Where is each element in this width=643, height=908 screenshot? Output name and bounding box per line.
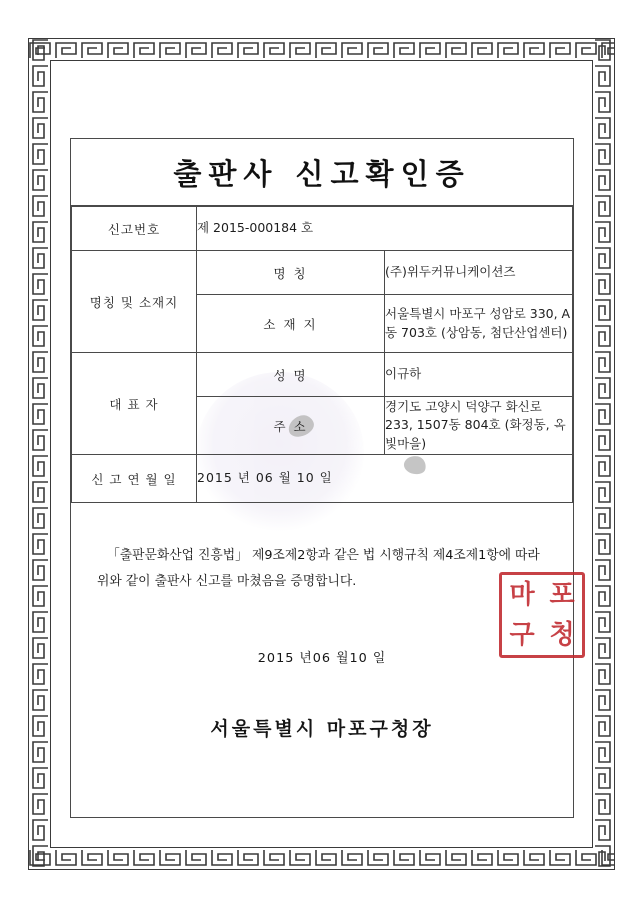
statement-line-2: 위와 같이 출판사 신고를 마쳤음을 증명합니다. <box>97 573 357 589</box>
sublabel-representative-name: 성 명 <box>197 353 385 397</box>
table-row-registration-number <box>72 207 573 251</box>
statement-line-1: 「출판문화산업 진흥법」 제9조제2항과 같은 법 시행규칙 제4조제1항에 따라 <box>107 548 540 563</box>
seal-char-2: 포 <box>549 580 575 610</box>
table-row-report-date <box>72 455 573 503</box>
value-company-name: (주)위두커뮤니케이션즈 <box>385 251 573 295</box>
border-pattern-left <box>28 38 50 870</box>
certificate-info-table <box>71 206 573 503</box>
sublabel-company-address: 소 재 지 <box>197 295 385 353</box>
value-representative-address: 경기도 고양시 덕양구 화신로 233, 1507동 804호 (화정동, 옥빛마을) <box>385 397 573 455</box>
seal-char-1: 마 <box>509 580 535 610</box>
table-row-representative-name <box>72 353 573 397</box>
title-row <box>71 139 573 206</box>
border-pattern-right <box>593 38 615 870</box>
sublabel-company-name: 명 칭 <box>197 251 385 295</box>
border-pattern-bottom <box>28 848 615 870</box>
statement-block <box>71 503 573 748</box>
value-company-address: 서울특별시 마포구 성암로 330, A동 703호 (상암동, 첨단산업센터) <box>385 295 573 353</box>
label-report-date: 신 고 연 월 일 <box>72 455 197 503</box>
page-title: 출판사 신고확인증 <box>173 156 471 191</box>
issue-date: 2015 년06 월10 일 <box>257 651 387 667</box>
value-report-date: 2015 년 06 월 10 일 <box>197 455 573 503</box>
border-pattern-top <box>28 38 615 60</box>
seal-char-4: 청 <box>549 620 575 650</box>
table-row-company-name <box>72 251 573 295</box>
sublabel-representative-address: 주 소 <box>197 397 385 455</box>
issuer-name: 서울특별시 마포구청장 <box>210 717 434 740</box>
label-name-and-address: 명칭 및 소재지 <box>72 251 197 353</box>
label-representative: 대 표 자 <box>72 353 197 455</box>
value-representative-name: 이규하 <box>385 353 573 397</box>
seal-char-3: 구 <box>509 620 535 650</box>
label-registration-number: 신고번호 <box>72 207 197 251</box>
certificate-frame <box>70 138 574 818</box>
value-registration-number: 제 2015-000184 호 <box>197 207 573 251</box>
